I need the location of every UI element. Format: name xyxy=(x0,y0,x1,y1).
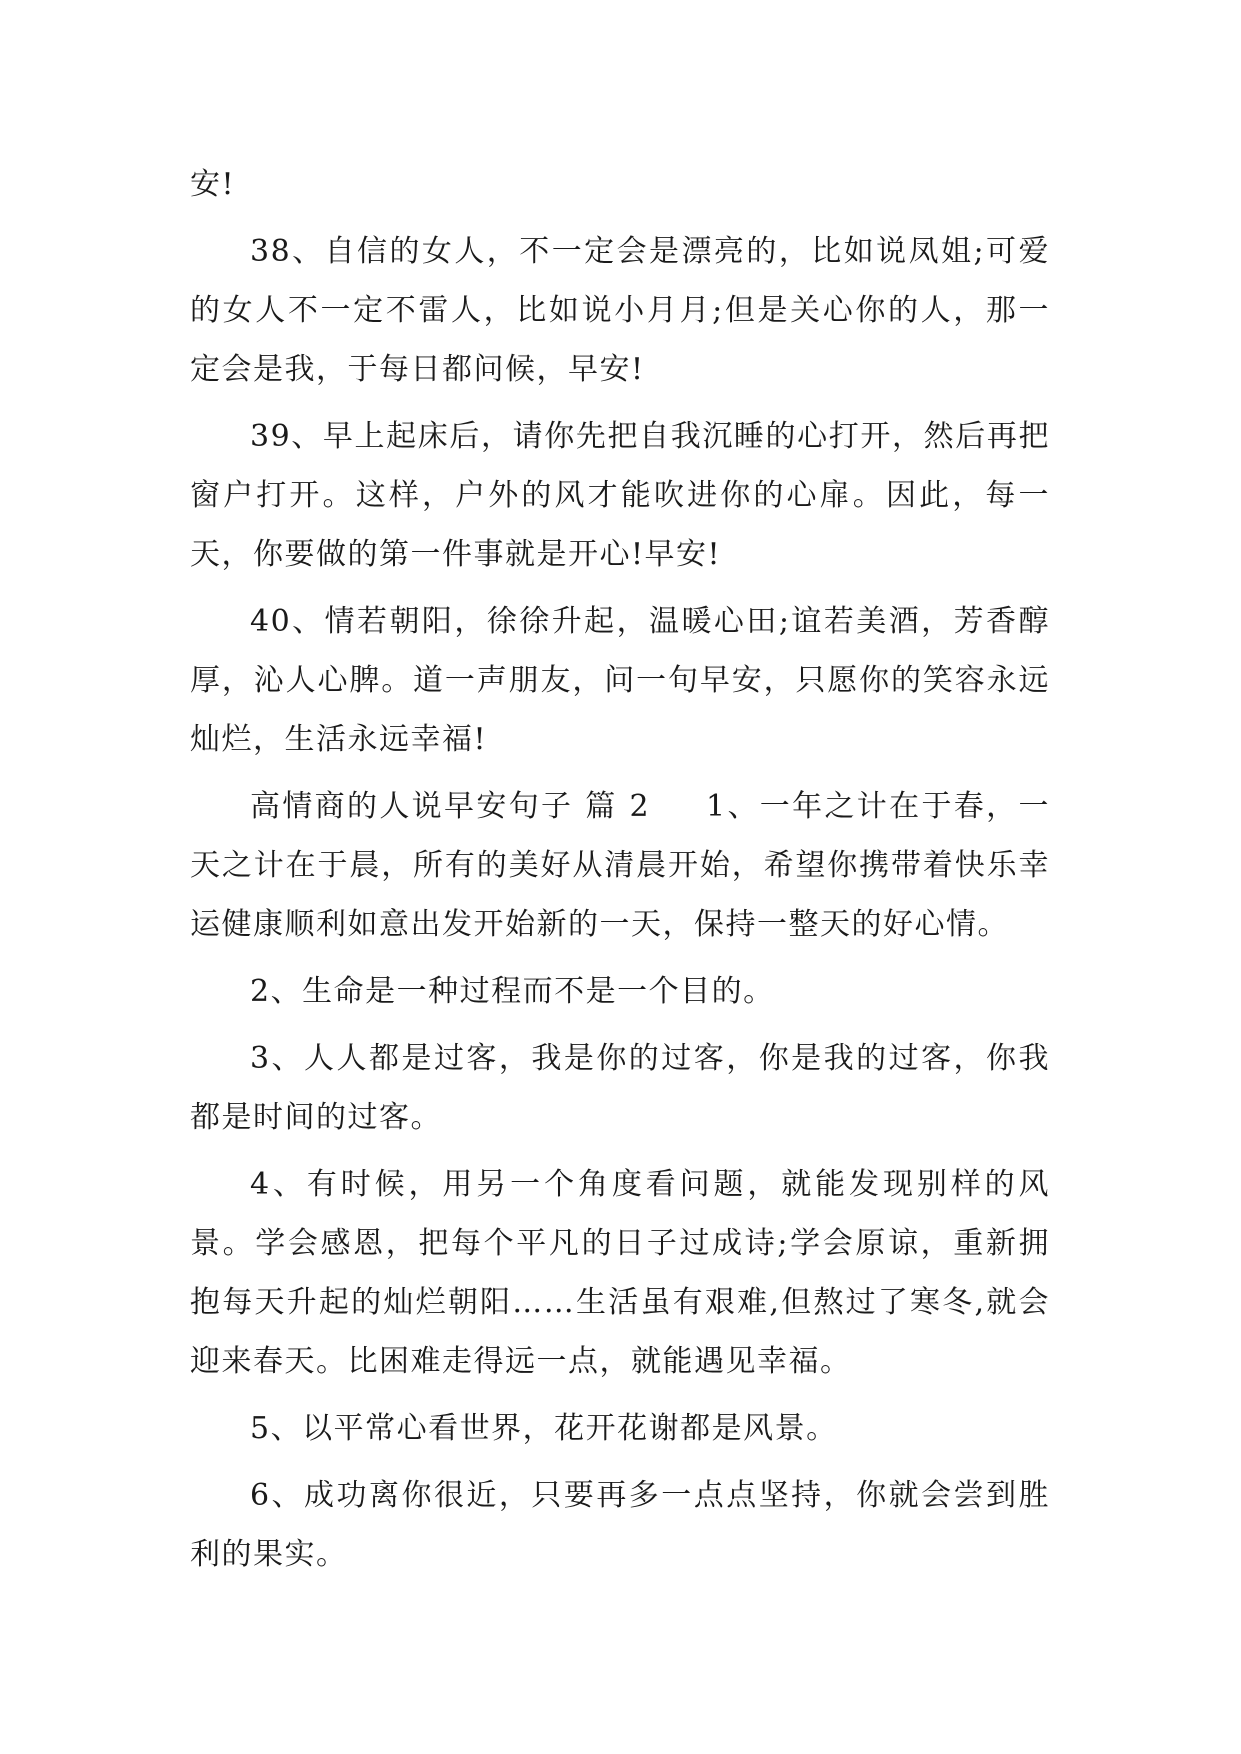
section-paragraph xyxy=(190,777,1050,954)
item-3: 3、人人都是过客，我是你的过客，你是我的过客，你我都是时间的过客。 xyxy=(190,1041,1050,1135)
document-page xyxy=(190,155,1050,1584)
item-6: 6、成功离你很近，只要再多一点点坚持，你就会尝到胜利的果实。 xyxy=(190,1478,1050,1572)
section-heading: 高情商的人说早安句子 篇 2 xyxy=(250,789,651,824)
paragraph-38: 38、自信的女人，不一定会是漂亮的，比如说凤姐;可爱的女人不一定不雷人，比如说小月月;但是关心你的人，那一定会是我，于每日都问候，早安! xyxy=(190,234,1050,387)
paragraph-40: 40、情若朝阳，徐徐升起，温暖心田;谊若美酒，芳香醇厚，沁人心脾。道一声朋友，问一句早安，只愿你的笑容永远灿烂，生活永远幸福! xyxy=(190,604,1050,757)
paragraph-continuation: 安! xyxy=(190,167,236,202)
item-2: 2、生命是一种过程而不是一个目的。 xyxy=(250,974,775,1009)
paragraph-39: 39、早上起床后，请你先把自我沉睡的心打开，然后再把窗户打开。这样，户外的风才能吹进你的心扉。因此，每一天，你要做的第一件事就是开心!早安! xyxy=(190,419,1050,572)
section-item-1: 1、一年之计在于春，一天之计在于晨，所有的美好从清晨开始，希望你携带着快乐幸运健康顺利如意出发开始新的一天，保持一整天的好心情。 xyxy=(190,789,1050,942)
item-5: 5、以平常心看世界，花开花谢都是风景。 xyxy=(250,1411,838,1446)
item-4: 4、有时候，用另一个角度看问题，就能发现别样的风景。学会感恩，把每个平凡的日子过成诗;学会原谅，重新拥抱每天升起的灿烂朝阳……生活虽有艰难,但熬过了寒冬,就会迎来春天。比困难走得远一点，就能遇见幸福。 xyxy=(190,1167,1050,1379)
